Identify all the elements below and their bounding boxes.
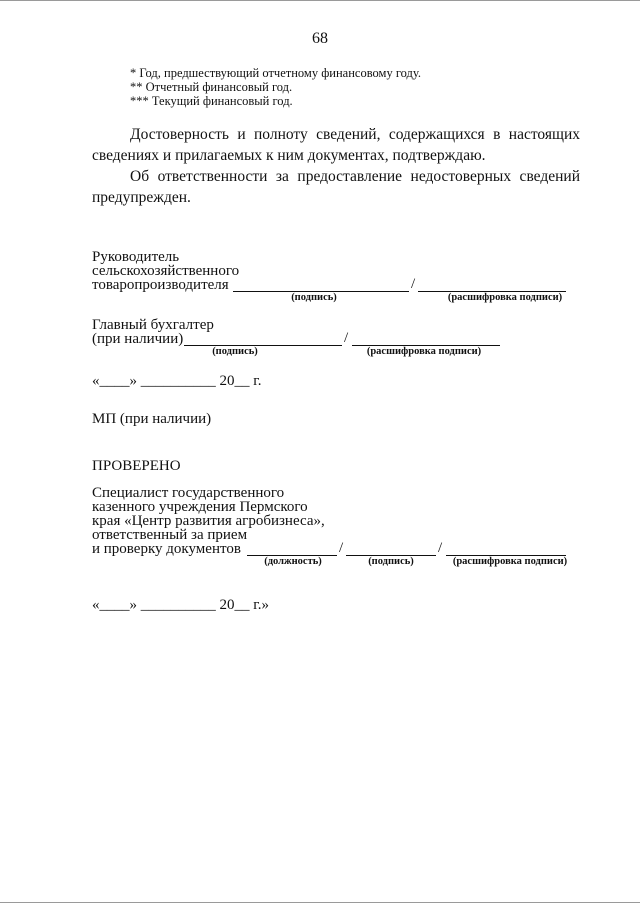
warning-paragraph: Об ответственности за предоставление недостоверных сведений предупрежден. — [92, 168, 580, 206]
specialist-label-line-4: ответственный за прием — [92, 527, 248, 543]
specialist-label-line-5: и проверку документов — [92, 541, 241, 557]
separator: / — [339, 540, 344, 556]
head-decoding-caption: (расшифровка подписи) — [447, 292, 563, 303]
head-signature-caption: (подпись) — [291, 292, 337, 303]
specialist-label-line-2: казенного учреждения Пермского — [92, 499, 308, 515]
head-label-line-3: товаропроизводителя — [92, 277, 229, 293]
footnote-1: * Год, предшествующий отчетному финансовому году. — [130, 66, 422, 80]
bottom-border — [0, 902, 640, 903]
confirmation-paragraph: Достоверность и полноту сведений, содержащихся в настоящих сведениях и прилагаемых к ним документах, подтверждаю. — [92, 126, 580, 164]
top-border — [0, 0, 640, 1]
separator: / — [438, 540, 443, 556]
date-line-2: «____» __________ 20__ г.» — [92, 597, 269, 613]
verified-heading: ПРОВЕРЕНО — [92, 458, 181, 474]
stamp-text: МП (при наличии) — [92, 411, 212, 427]
footnote-3: *** Текущий финансовый год. — [130, 94, 293, 108]
accountant-signature-caption: (подпись) — [212, 346, 258, 357]
head-label-line-2: сельскохозяйственного — [92, 263, 240, 279]
accountant-decoding-caption: (расшифровка подписи) — [366, 346, 482, 357]
specialist-position-caption: (должность) — [264, 556, 322, 567]
footnote-2: ** Отчетный финансовый год. — [130, 80, 293, 94]
separator: / — [411, 276, 416, 292]
specialist-decoding-caption: (расшифровка подписи) — [452, 556, 568, 567]
head-label-line-1: Руководитель — [92, 249, 180, 265]
accountant-label-line-1: Главный бухгалтер — [92, 317, 214, 333]
specialist-signature-caption: (подпись) — [368, 556, 414, 567]
specialist-label-line-3: края «Центр развития агробизнеса», — [92, 513, 325, 529]
page-number: 68 — [312, 30, 328, 47]
accountant-label-line-2: (при наличии) — [92, 331, 184, 347]
specialist-label-line-1: Специалист государственного — [92, 485, 285, 501]
separator: / — [344, 330, 349, 346]
date-line-1: «____» __________ 20__ г. — [92, 373, 262, 389]
